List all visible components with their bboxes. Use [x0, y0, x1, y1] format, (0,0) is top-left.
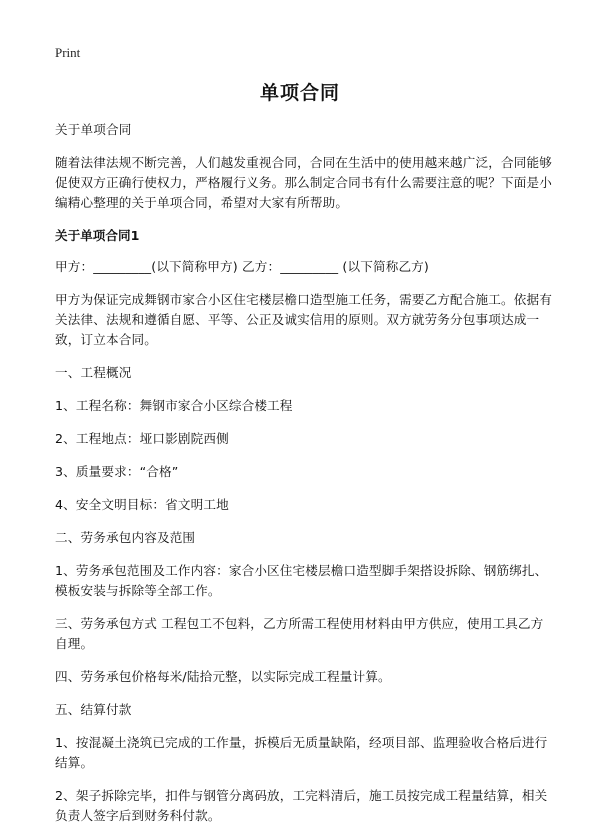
intro-paragraph: 随着法律法规不断完善，人们越发重视合同，合同在生活中的使用越来越广泛，合同能够促使双方正确行使权力，严格履行义务。那么制定合同书有什么需要注意的呢？下面是小编精心整理的关于单项合同，希望对大家有所帮助。: [55, 155, 553, 210]
clause-contract-method: 三、劳务承包方式 工程包工不包料，乙方所需工程使用材料由甲方供应，使用工具乙方自理。: [55, 616, 544, 651]
clause-heading-settlement: 五、结算付款: [55, 702, 132, 717]
section-heading: 关于单项合同1: [55, 228, 140, 243]
document-body: [55, 120, 555, 839]
clause-item-quality: 3、质量要求：“合格”: [55, 464, 179, 479]
clause-contract-price: 四、劳务承包价格每米/陆拾元整，以实际完成工程量计算。: [55, 669, 391, 684]
document-title: 单项合同: [259, 82, 340, 104]
parties-line: 甲方：_________(以下简称甲方) 乙方：_________ (以下简称乙方): [55, 259, 429, 274]
clause-heading-overview: 一、工程概况: [55, 365, 132, 380]
clause-heading-scope: 二、劳务承包内容及范围: [55, 530, 196, 545]
clause-item-project-location: 2、工程地点：垭口影剧院西侧: [55, 431, 229, 446]
clause-item-project-name: 1、工程名称：舞钢市家合小区综合楼工程: [55, 398, 293, 413]
clause-item-settlement-2: 2、架子拆除完毕，扣件与钢管分离码放，工完料清后，施工员按完成工程量结算，相关负责人签字后到财务科付款。: [55, 788, 548, 823]
clause-item-settlement-1: 1、按混凝土浇筑已完成的工作量，拆模后无质量缺陷，经项目部、监理验收合格后进行结算。: [55, 735, 548, 770]
print-link[interactable]: Print: [55, 45, 81, 60]
clause-item-safety: 4、安全文明目标：省文明工地: [55, 497, 229, 512]
intro-subtitle: 关于单项合同: [55, 122, 132, 137]
purpose-paragraph: 甲方为保证完成舞钢市家合小区住宅楼层檐口造型施工任务，需要乙方配合施工。依据有关法律、法规和遵循自愿、平等、公正及诚实信用的原则。双方就劳务分包事项达成一致，订立本合同。: [55, 292, 553, 347]
clause-item-scope: 1、劳务承包范围及工作内容：家合小区住宅楼层檐口造型脚手架搭设拆除、钢筋绑扎、模板安装与拆除等全部工作。: [55, 563, 548, 598]
